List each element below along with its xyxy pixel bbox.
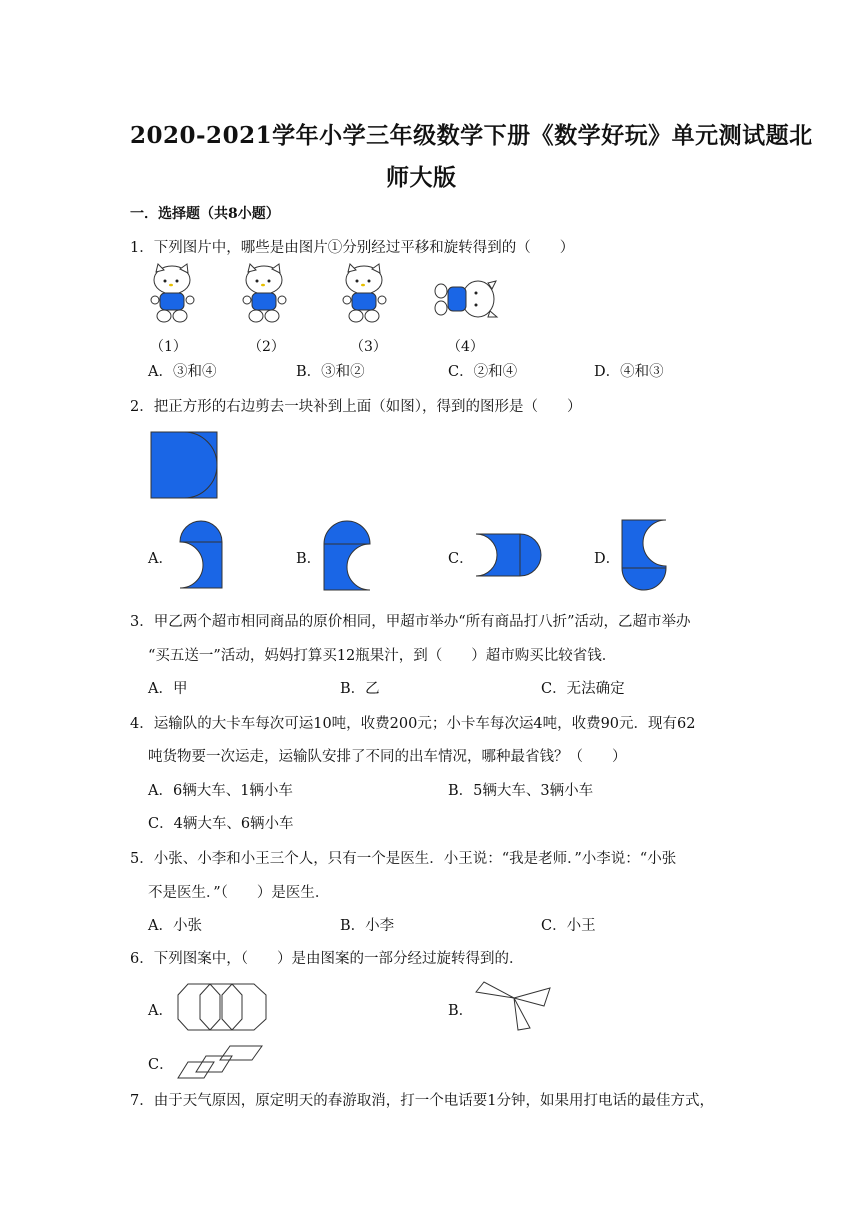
- q2-option-a-shape: [178, 520, 224, 590]
- q3-option-c[interactable]: C．无法确定: [541, 681, 625, 697]
- q5-option-b[interactable]: B．小李: [340, 918, 395, 934]
- q6-option-a[interactable]: A．: [148, 1003, 173, 1019]
- q2-option-d[interactable]: D．: [594, 551, 621, 567]
- question-1-text: 1．下列图片中，哪些是由图片①分别经过平移和旋转得到的（ ）: [130, 240, 575, 256]
- q6-option-a-octagons: [176, 983, 270, 1031]
- q2-option-d-shape: [620, 518, 668, 592]
- q2-option-b-shape: [322, 520, 372, 592]
- q3-option-a[interactable]: A．甲: [148, 681, 188, 697]
- q2-option-c-shape: [474, 532, 544, 578]
- q1-option-d[interactable]: D．④和③: [594, 364, 664, 380]
- square-cut-figure: [150, 431, 218, 499]
- question-5-text-line1: 5．小张、小李和小王三个人，只有一个是医生．小王说：“我是老师．”小李说：“小张: [130, 851, 677, 867]
- question-7-text: 7．由于天气原因，原定明天的春游取消，打一个电话要1分钟，如果用打电话的最佳方式，: [130, 1093, 714, 1109]
- q2-option-c[interactable]: C．: [448, 551, 474, 567]
- q1-option-a[interactable]: A．③和④: [148, 364, 217, 380]
- q5-option-a[interactable]: A．小张: [148, 918, 202, 934]
- kitty-figure-1: [150, 262, 200, 326]
- question-3-text-line2: “买五送一”活动，妈妈打算买12瓶果汁，到（ ）超市购买比较省钱．: [148, 648, 617, 664]
- q4-option-a[interactable]: A．6辆大车、1辆小车: [148, 783, 293, 799]
- question-3-text-line1: 3．甲乙两个超市相同商品的原价相同，甲超市举办“所有商品打八折”活动，乙超市举办: [130, 614, 691, 630]
- question-6-text: 6．下列图案中，（ ）是由图案的一部分经过旋转得到的．: [130, 951, 524, 967]
- section-heading: 一．选择题（共8小题）: [130, 206, 280, 222]
- q1-option-b[interactable]: B．③和②: [296, 364, 365, 380]
- question-5-text-line2: 不是医生．”（ ）是医生．: [148, 885, 330, 901]
- q5-option-c[interactable]: C．小王: [541, 918, 596, 934]
- kitty-figure-2: [242, 262, 292, 326]
- figure-label-1: （1）: [150, 339, 187, 355]
- kitty-figure-3: [342, 262, 392, 326]
- figure-label-3: （3）: [350, 339, 387, 355]
- figure-label-2: （2）: [248, 339, 285, 355]
- page-title: 2020-2021学年小学三年级数学下册《数学好玩》单元测试题北: [130, 122, 813, 149]
- q6-option-b[interactable]: B．: [448, 1003, 474, 1019]
- q6-option-b-triangles: [474, 980, 554, 1032]
- q2-option-a[interactable]: A．: [148, 551, 173, 567]
- q3-option-b[interactable]: B．乙: [340, 681, 380, 697]
- page-title-continued: 师大版: [386, 164, 457, 191]
- figure-label-4: （4）: [447, 339, 484, 355]
- q6-option-c-parallelograms: [176, 1044, 266, 1080]
- q1-option-c[interactable]: C．②和④: [448, 364, 518, 380]
- q4-option-b[interactable]: B．5辆大车、3辆小车: [448, 783, 594, 799]
- kitty-figure-4-rotated: [432, 275, 498, 325]
- q2-option-b[interactable]: B．: [296, 551, 322, 567]
- q4-option-c[interactable]: C．4辆大车、6辆小车: [148, 816, 294, 832]
- question-4-text-line1: 4．运输队的大卡车每次可运10吨，收费200元；小卡车每次运4吨，收费90元．现有62: [130, 716, 696, 732]
- question-4-text-line2: 吨货物要一次运走，运输队安排了不同的出车情况，哪种最省钱？（ ）: [148, 749, 627, 765]
- q6-option-c[interactable]: C．: [148, 1057, 174, 1073]
- question-2-text: 2．把正方形的右边剪去一块补到上面（如图），得到的图形是（ ）: [130, 399, 582, 415]
